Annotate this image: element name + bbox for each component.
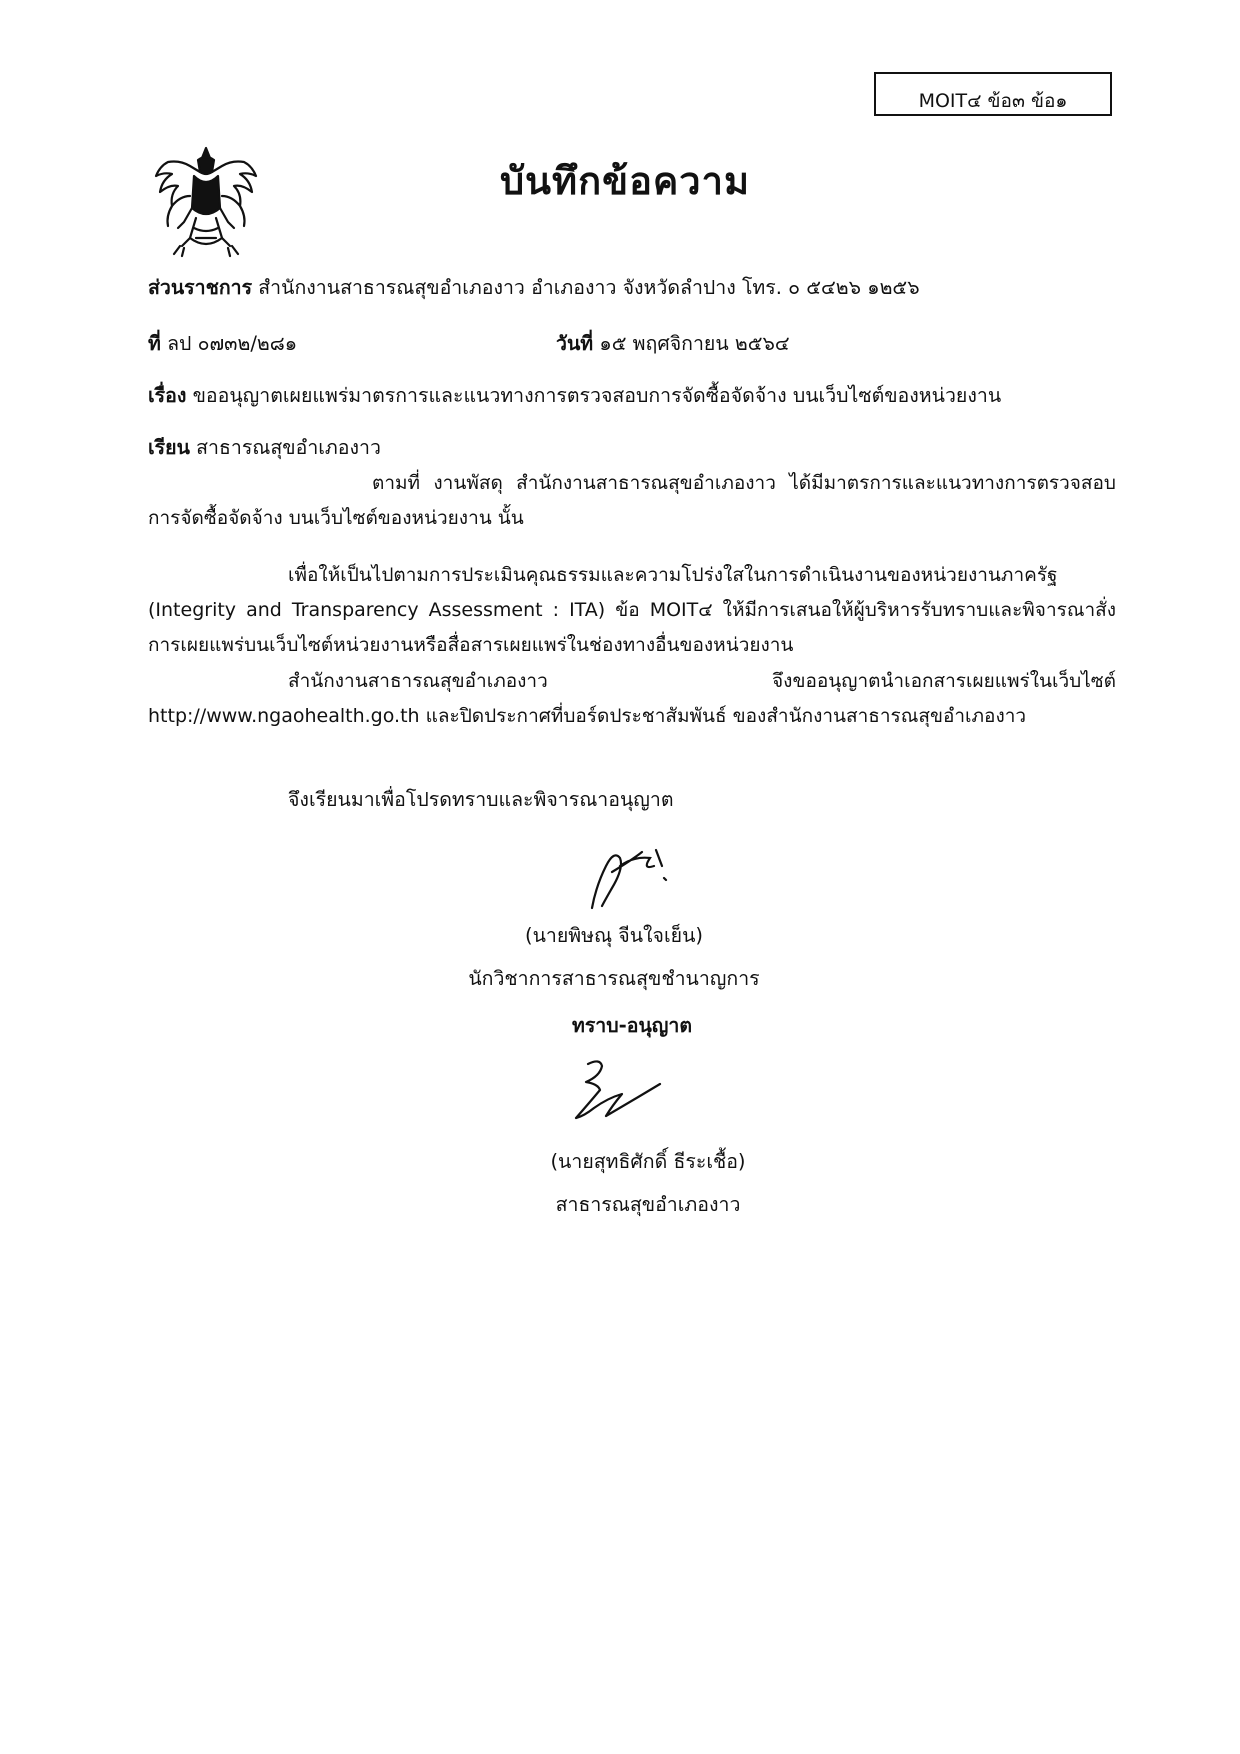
date-value: ๑๕ พฤศจิกายน ๒๕๖๔: [599, 332, 790, 355]
agency-label: ส่วนราชการ: [148, 276, 253, 299]
closing-line: จึงเรียนมาเพื่อโปรดทราบและพิจารณาอนุญาต: [288, 788, 674, 811]
garuda-emblem-icon: [150, 142, 262, 262]
signer-2-name: (นายสุทธิศักดิ์ ธีระเชื้อ): [550, 1150, 746, 1173]
document-title: บันทึกข้อความ: [499, 159, 751, 203]
signer-2-position: สาธารณสุขอำเภองาว: [555, 1193, 741, 1216]
recipient-value: สาธารณสุขอำเภองาว: [196, 436, 381, 459]
signer-1-position: นักวิชาการสาธารณสุขชำนาญการ: [468, 967, 760, 990]
recipient-label: เรียน: [148, 436, 190, 459]
reference-box: MOIT๔ ข้อ๓ ข้อ๑: [874, 72, 1112, 116]
signer-2: [428, 1146, 868, 1220]
paragraph-2: [148, 558, 1116, 663]
recipient-line: [148, 432, 381, 463]
paragraph-3-text: สำนักงานสาธารณสุขอำเภองาว จึงขออนุญาตนำเอกสารเผยแพร่ในเว็บไซต์ http://www.ngaohealth.go.th และปิดประกาศที่บอร์ดประชาสัมพันธ์ ของสำนักงานสาธารณสุขอำเภองาว: [148, 670, 1116, 727]
signature-2-icon: [560, 1054, 670, 1130]
subject-value: ขออนุญาตเผยแพร่มาตรการและแนวทางการตรวจสอบการจัดซื้อจัดจ้าง บนเว็บไซต์ของหน่วยงาน: [192, 384, 1002, 407]
subject-line: [148, 380, 1001, 411]
reference-label: ที่: [148, 332, 161, 355]
subject-label: เรื่อง: [148, 384, 187, 407]
reference-number: ลป ๐๗๓๒/๒๘๑: [167, 332, 298, 355]
signer-1: [394, 920, 834, 994]
signer-1-name: (นายพิษณุ จีนใจเย็น): [524, 924, 704, 947]
paragraph-1-text: ตามที่ งานพัสดุ สำนักงานสาธารณสุขอำเภองาว ได้มีมาตรการและแนวทางการตรวจสอบการจัดซื้อจัดจ้าง บนเว็บไซต์ของหน่วยงาน นั้น: [148, 472, 1116, 529]
date-label: วันที่: [556, 332, 594, 355]
agency-line: [148, 272, 920, 303]
paragraph-2-text: เพื่อให้เป็นไปตามการประเมินคุณธรรมและความโปร่งใสในการดำเนินงานของหน่วยงานภาครัฐ (Integrity and Transparency Assessment : ITA) ข้อ MOIT๔ ให้มีการเสนอให้ผู้บริหารรับทราบและพิจารณาสั่งการเผยแพร่บนเว็บไซต์หน่วยงานหรือสื่อสารเผยแพร่ในช่องทางอื่นของหน่วยงาน: [148, 564, 1116, 656]
agency-value: สำนักงานสาธารณสุขอำเภองาว อำเภองาว จังหวัดลำปาง โทร. ๐ ๕๔๒๖ ๑๒๕๖: [258, 276, 920, 299]
paragraph-1: [148, 466, 1116, 536]
paragraph-3: [148, 664, 1116, 734]
approval-text: ทราบ-อนุญาต: [571, 1014, 693, 1037]
date-line: [556, 328, 790, 359]
reference-line: [148, 328, 297, 359]
signature-1-icon: [572, 836, 692, 916]
